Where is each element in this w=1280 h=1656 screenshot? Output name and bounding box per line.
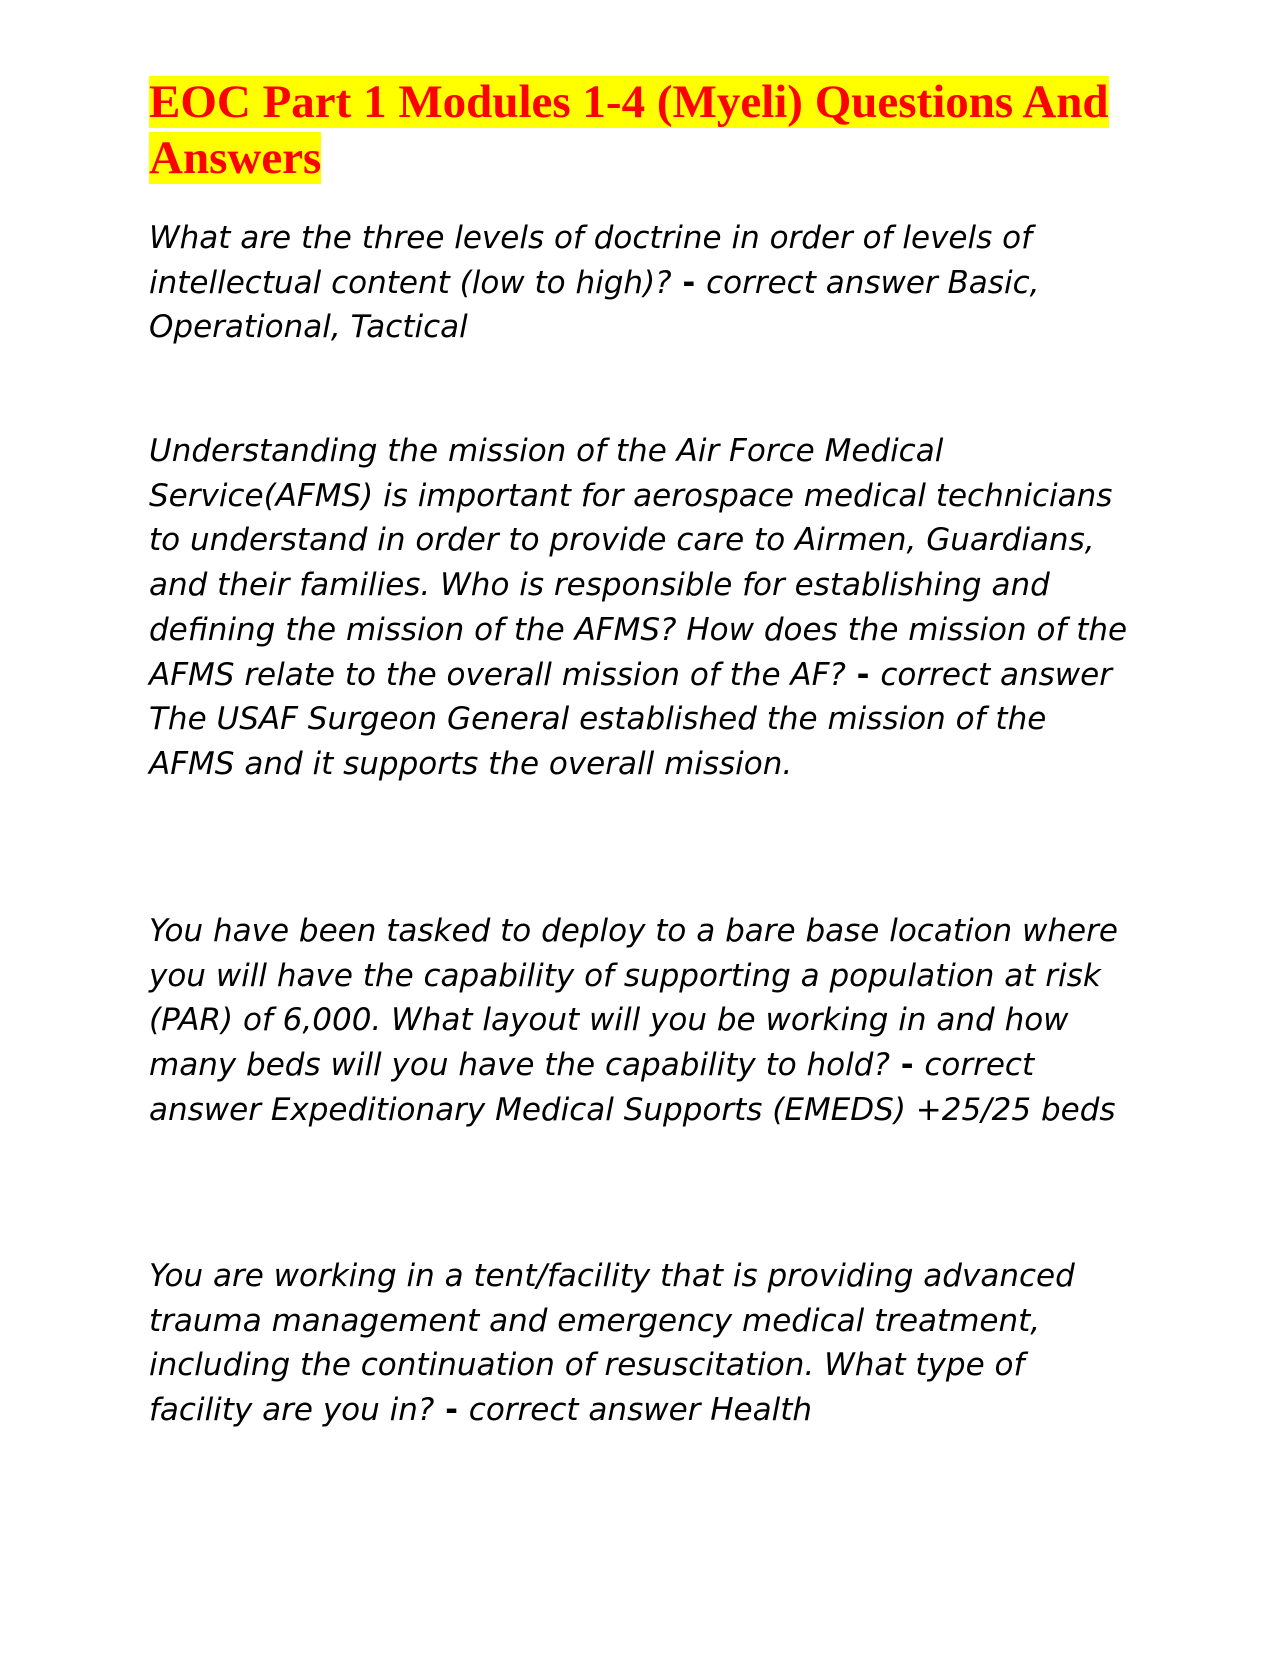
question-text: What are the three levels of doctrine in order of levels of intellectual content (low to high)? <box>149 220 1032 301</box>
qa-item <box>149 909 1129 1133</box>
answer-separator: - <box>434 1392 469 1429</box>
answer-text: correct answer Health <box>468 1392 813 1429</box>
question-text: You have been tasked to deploy to a bare base location where you will have the capability of supporting a population at risk (PAR) of 6,000. What layout will you be working in and how many beds will you have the capability to hold? <box>149 913 1118 1084</box>
document-title <box>149 74 1109 186</box>
answer-text: correct answer The USAF Surgeon General established the mission of the AFMS and it supports the overall mission. <box>149 656 1112 782</box>
qa-item <box>149 216 1129 350</box>
answer-separator: - <box>845 656 881 693</box>
qa-item <box>149 1254 1129 1433</box>
answer-text: correct answer Expeditionary Medical Supports (EMEDS) +25/25 beds <box>149 1047 1116 1128</box>
answer-text: correct answer Basic, Operational, Tactical <box>149 264 1040 346</box>
question-text: You are working in a tent/facility that is providing advanced trauma management and emergency medical treatment, including the continuation of resuscitation. What type of facility are you in? <box>149 1258 1075 1429</box>
document-title-text: EOC Part 1 Modules 1-4 (Myeli) Questions And Answers <box>149 76 1109 184</box>
answer-separator: - <box>889 1047 925 1084</box>
answer-separator: - <box>671 264 707 301</box>
question-text: Understanding the mission of the Air Force Medical Service(AFMS) is important for aerospace medical technicians to understand in order to provide care to Airmen, Guardians, and their families. Who is responsible for establishing and defining the mission of the AFMS? How does the mission of the AFMS relate to the overall mission of the AF? <box>149 433 1128 693</box>
qa-item <box>149 429 1129 787</box>
